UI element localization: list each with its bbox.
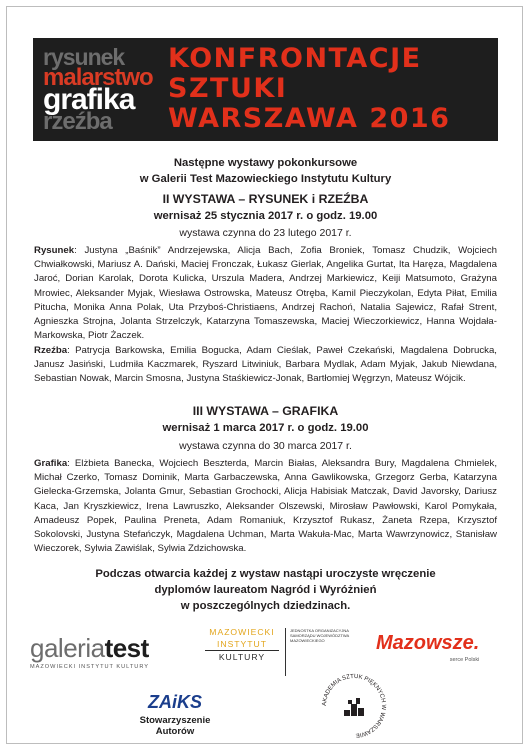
- logo-word-rzezba: rzeźba: [43, 108, 112, 135]
- title-line-3: WARSZAWA 2016: [168, 103, 451, 134]
- test-word: test: [104, 633, 149, 663]
- mazowsze-logo: [376, 632, 479, 663]
- grafika-artist-list: [34, 457, 497, 556]
- festival-logo: [43, 44, 161, 136]
- closing-line-1: Podczas otwarcia każdej z wystaw nastąpi uroczyste wręczenie: [95, 568, 436, 580]
- logo-word-rysunek: rysunek: [43, 44, 125, 70]
- galeria-word: galeria: [30, 633, 105, 663]
- zaiks-logo: [120, 692, 230, 737]
- intro-line-1: Następne wystawy pokonkursowe: [173, 157, 358, 169]
- mik-divider: [285, 628, 286, 676]
- logo-word-grafika: grafika: [43, 83, 135, 116]
- sponsor-logos: [0, 610, 531, 750]
- asp-building-icon: [344, 698, 364, 716]
- mazowsze-tagline: serce Polski: [449, 657, 480, 663]
- mik-line-3: KULTURY: [205, 650, 279, 663]
- zaiks-subtitle: Stowarzyszenie Autorów: [139, 715, 211, 737]
- section-3-title: III WYSTAWA – GRAFIKA: [192, 404, 339, 418]
- intro-text: [0, 155, 531, 187]
- galeria-test-logo: [30, 635, 149, 670]
- closing-line-3: w poszczególnych dziedzinach.: [180, 600, 351, 612]
- logo-word-malarstwo: malarstwo: [43, 64, 153, 91]
- asp-seal-logo: [318, 670, 390, 742]
- grafika-label: Grafika: [34, 458, 68, 469]
- zaiks-mark: ZAiKS: [148, 692, 202, 712]
- closing-line-2: dyplomów laureatom Nagród i Wyróżnień: [154, 584, 377, 596]
- rysunek-label: Rysunek: [34, 245, 75, 256]
- closing-text: [0, 566, 531, 614]
- rzezba-artist-list: [34, 344, 497, 387]
- rzezba-names: : Patrycja Barkowska, Emilia Bogucka, Adam Cieślak, Paweł Czekański, Magdalena Dobrucka, Janusz Jasiński, Ludmiła Kaczmarek, Ryszard Litwiniuk, Barbara Mydlak, Adam Myjak, Jakub Niewdana, Sebastian Nowak, Marcin Smosna, Justyna Staśkiewicz-Jonak, Bartłomiej Węgrzyn, Mateusz Wójcik.: [34, 345, 497, 385]
- grafika-names: : Elżbieta Banecka, Wojciech Beszterda, Marcin Białas, Aleksandra Bury, Magdalena Chmielek, Michał Czerko, Tomasz Dominik, Marta Garbaczewska, Anna Gawlikowska, Grzegorz Gerba, Katarzyna Gielecka-Grzemska, Jolanta Gmur, Sebastian Grochocki, Alicja Habisiak Matczak, David Javorsky, Dariusz Kaca, Jan Kryszkiewicz, Irena Lawruszko, Aleksander Olszewski, Mirosław Pawłowski, Karol Pomykała, Amadeusz Popek, Paulina Preneta, Adam Romaniuk, Krzysztof Rukasz, Żaneta Rzepa, Krzysztof Sokolovski, Justyna Stefańczyk, Magdalena Uchman, Marta Wakuła-Mac, Marta Wawrzynowicz, Stanisław Wieczorek, Sylwia Zawiślak, Sylwia Zdzichowska.: [34, 458, 497, 555]
- mik-logo: [205, 626, 279, 663]
- rysunek-artist-list: [34, 244, 497, 343]
- rzezba-label: Rzeźba: [34, 345, 68, 356]
- title-line-2: SZTUKI: [168, 73, 288, 104]
- section-3-opening: wernisaż 1 marca 2017 r. o godz. 19.00: [162, 422, 369, 434]
- mik-line-1: MAZOWIECKI: [209, 627, 275, 637]
- rysunek-names: : Justyna „Baśnik” Andrzejewska, Alicja Bach, Zofia Broniek, Tomasz Chudzik, Wojciech Chwiałkowski, Mariusz A. Dański, Maciej Fronczak, Łukasz Gierlak, Angelika Gurtat, Ita Haręza, Magdalena Jaroć, Dorian Karolak, Dorota Kulicka, Urszula Madera, Andrzej Markiewicz, Keiji Matsumoto, Grażyna Mrowiec, Aleksander Myjak, Wiesława Ostrowska, Mateusz Otręba, Kamil Pieczykolan, Edyta Piłat, Emilia Pitucha, Monika Anna Polak, Uta Przyboś-Christiaens, Andrzej Rachoń, Natalia Sajewicz, Rafał Strent, Agnieszka Strojna, Jolanta Strzelczyk, Katarzyna Tomaszewska, Maciej Wieczorkiewicz, Hanna Wojdała-Markowska, Piotr Żaczek.: [34, 245, 497, 342]
- asp-ring-text: AKADEMIA SZTUK PIĘKNYCH W WARSZAWIE: [321, 673, 387, 739]
- page-title: [168, 44, 450, 134]
- galeria-subtitle: MAZOWIECKI INSTYTUT KULTURY: [30, 664, 149, 670]
- section-2-title: II WYSTAWA – RYSUNEK i RZEŹBA: [162, 192, 369, 206]
- section-2-duration: wystawa czynna do 23 lutego 2017 r.: [179, 227, 352, 239]
- intro-line-2: w Galerii Test Mazowieckiego Instytutu Kultury: [139, 173, 392, 185]
- header-banner: [33, 38, 498, 141]
- mik-line-2: INSTYTUT: [216, 639, 267, 649]
- section-2-opening: wernisaż 25 stycznia 2017 r. o godz. 19.00: [153, 210, 378, 222]
- section-3-duration: wystawa czynna do 30 marca 2017 r.: [179, 440, 352, 452]
- mazowsze-word: Mazowsze.: [376, 632, 480, 654]
- title-line-1: KONFRONTACJE: [168, 43, 422, 74]
- mik-side-text: JEDNOSTKA ORGANIZACYJNA SAMORZĄDU WOJEWÓDZTWA MAZOWIECKIEGO: [290, 628, 349, 644]
